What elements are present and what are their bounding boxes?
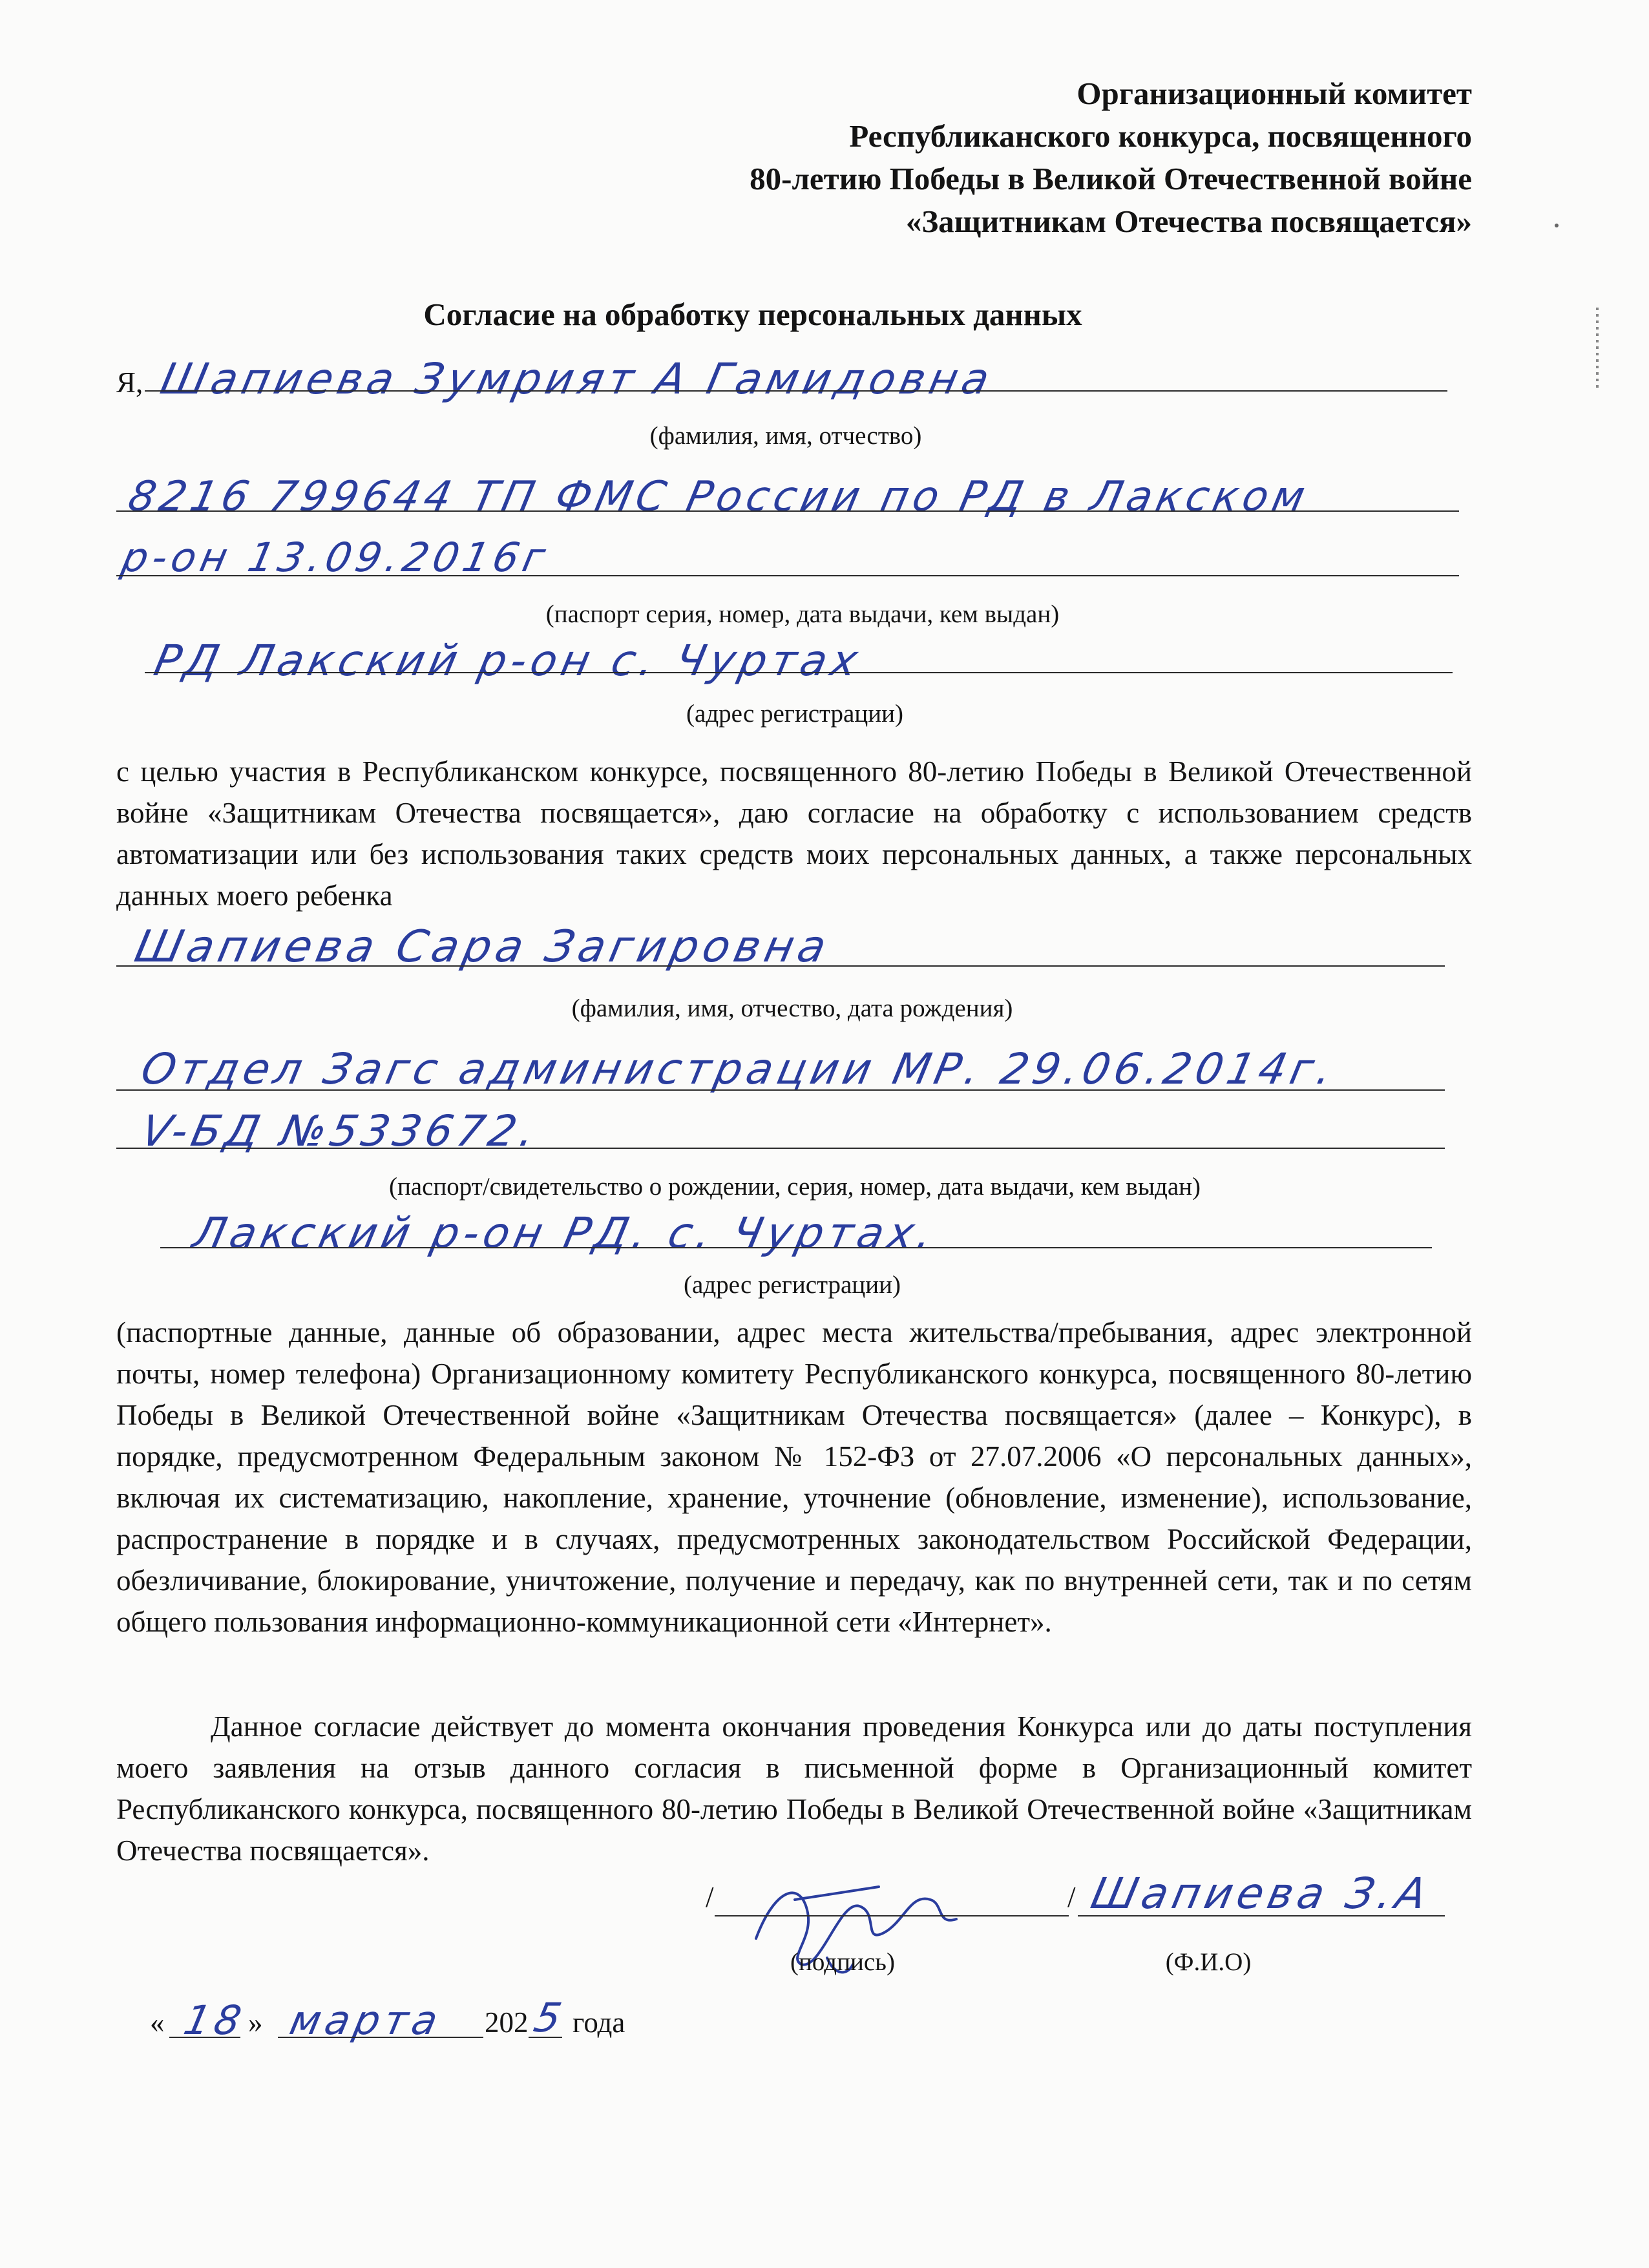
signature-caption: (подпись) bbox=[790, 1948, 895, 1976]
document-title: Согласие на обработку персональных данных bbox=[423, 297, 1082, 332]
child-address-handwritten: Лакский р-он РД. с. Чуртах. bbox=[188, 1208, 941, 1258]
date-close-quote: » bbox=[248, 2006, 263, 2039]
data-paragraph: (паспортные данные, данные об образовании, адрес места жительства/пребывания, адрес электронной почты, номер телефона) Организационному комитету Республиканского конкурса, посвященного 80-летию Победы в Великой Отечественной войне «Защитникам Отечества посвящается» (далее – Конкурс), в порядке, предусмотренном Федеральным законом № 152-ФЗ от 27.07.2006 «О персональных данных», включая их систематизацию, накопление, хранение, уточнение (обновление, изменение), использование, распространение в порядке и в случаях, предусмотренных законодательством Российской Федерации, обезличивание, блокирование, уничтожение, получение и передачу, как по внутренней сети, так и по сетям общего пользования информационно-коммуникационной сети «Интернет». bbox=[116, 1316, 1472, 1638]
validity-paragraph: Данное согласие действует до момента окончания проведения Конкурса или до даты поступления моего заявления на отзыв данного согласия в письменной форме в Организационный комитет Республиканского конкурса, посвященного 80-летию Победы в Великой Отечественной войне «Защитникам Отечества посвящается». bbox=[116, 1710, 1472, 1867]
parent-name-handwritten: Шапиева Зумрият А Гамидовна bbox=[156, 354, 998, 404]
signature-slash: / bbox=[706, 1881, 714, 1913]
parent-passport-handwritten-2: р-он 13.09.2016г bbox=[118, 534, 554, 581]
child-doc-line-2 bbox=[116, 1148, 1445, 1149]
child-name-handwritten: Шапиева Сара Загировна bbox=[130, 921, 835, 972]
parent-passport-line-2 bbox=[116, 575, 1459, 576]
addressee-line: 80-летию Победы в Великой Отечественной войне bbox=[750, 161, 1472, 196]
date-day-line bbox=[169, 2037, 240, 2038]
lead-ya: Я, bbox=[116, 366, 143, 399]
fio-line bbox=[1078, 1915, 1445, 1916]
parent-name-caption: (фамилия, имя, отчество) bbox=[649, 422, 922, 450]
addressee-line: Организационный комитет bbox=[1077, 76, 1472, 111]
parent-address-handwritten: РД Лакский р-он с. Чуртах bbox=[149, 636, 867, 686]
parent-name-line bbox=[145, 390, 1447, 392]
date-year-suffix: года bbox=[572, 2006, 625, 2039]
child-address-caption: (адрес регистрации) bbox=[684, 1271, 901, 1299]
child-doc-handwritten-2: V-БД №533672. bbox=[136, 1106, 544, 1156]
parent-address-line bbox=[145, 672, 1453, 673]
purpose-paragraph: с целью участия в Республиканском конкурсе, посвященного 80-летию Победы в Великой Отечественной войне «Защитникам Отечества посвящается», даю согласие на обработку с использованием средств автоматизации или без использования таких средств моих персональных данных, а также персональных данных моего ребенка bbox=[116, 755, 1472, 912]
date-year-line bbox=[529, 2037, 562, 2038]
fio-caption: (Ф.И.О) bbox=[1165, 1948, 1252, 1976]
parent-passport-line-1 bbox=[116, 510, 1459, 512]
addressee-line: Республиканского конкурса, посвященного bbox=[849, 118, 1472, 154]
date-month-handwritten: марта bbox=[286, 1997, 446, 2044]
fio-slash: / bbox=[1067, 1881, 1076, 1913]
date-open-quote: « bbox=[150, 2006, 165, 2039]
date-year-prefix: 202 bbox=[485, 2006, 529, 2039]
addressee-block bbox=[503, 72, 1472, 243]
child-doc-line-1 bbox=[116, 1089, 1445, 1091]
addressee-line: «Защитникам Отечества посвящается» bbox=[905, 204, 1472, 239]
parent-passport-caption: (паспорт серия, номер, дата выдачи, кем выдан) bbox=[545, 600, 1060, 628]
child-name-caption: (фамилия, имя, отчество, дата рождения) bbox=[571, 994, 1013, 1022]
child-doc-handwritten-1: Отдел Загс администрации МР. 29.06.2014г. bbox=[136, 1044, 1341, 1094]
child-address-line bbox=[160, 1247, 1432, 1248]
date-day-handwritten: 18 bbox=[180, 1997, 250, 2044]
date-year-handwritten: 5 bbox=[530, 1994, 571, 2041]
fio-handwritten: Шапиева З.А bbox=[1086, 1869, 1436, 1918]
child-doc-caption: (паспорт/свидетельство о рождении, серия, номер, дата выдачи, кем выдан) bbox=[388, 1173, 1201, 1201]
child-name-line bbox=[116, 965, 1445, 967]
scan-mark bbox=[1555, 224, 1559, 227]
parent-passport-handwritten-1: 8216 799644 ТП ФМС России по РД в Лакском bbox=[124, 473, 1314, 521]
scan-edge-marks bbox=[1596, 304, 1602, 426]
date-month-line bbox=[278, 2037, 483, 2038]
signature-line bbox=[715, 1915, 1069, 1916]
parent-address-caption: (адрес регистрации) bbox=[686, 700, 903, 728]
